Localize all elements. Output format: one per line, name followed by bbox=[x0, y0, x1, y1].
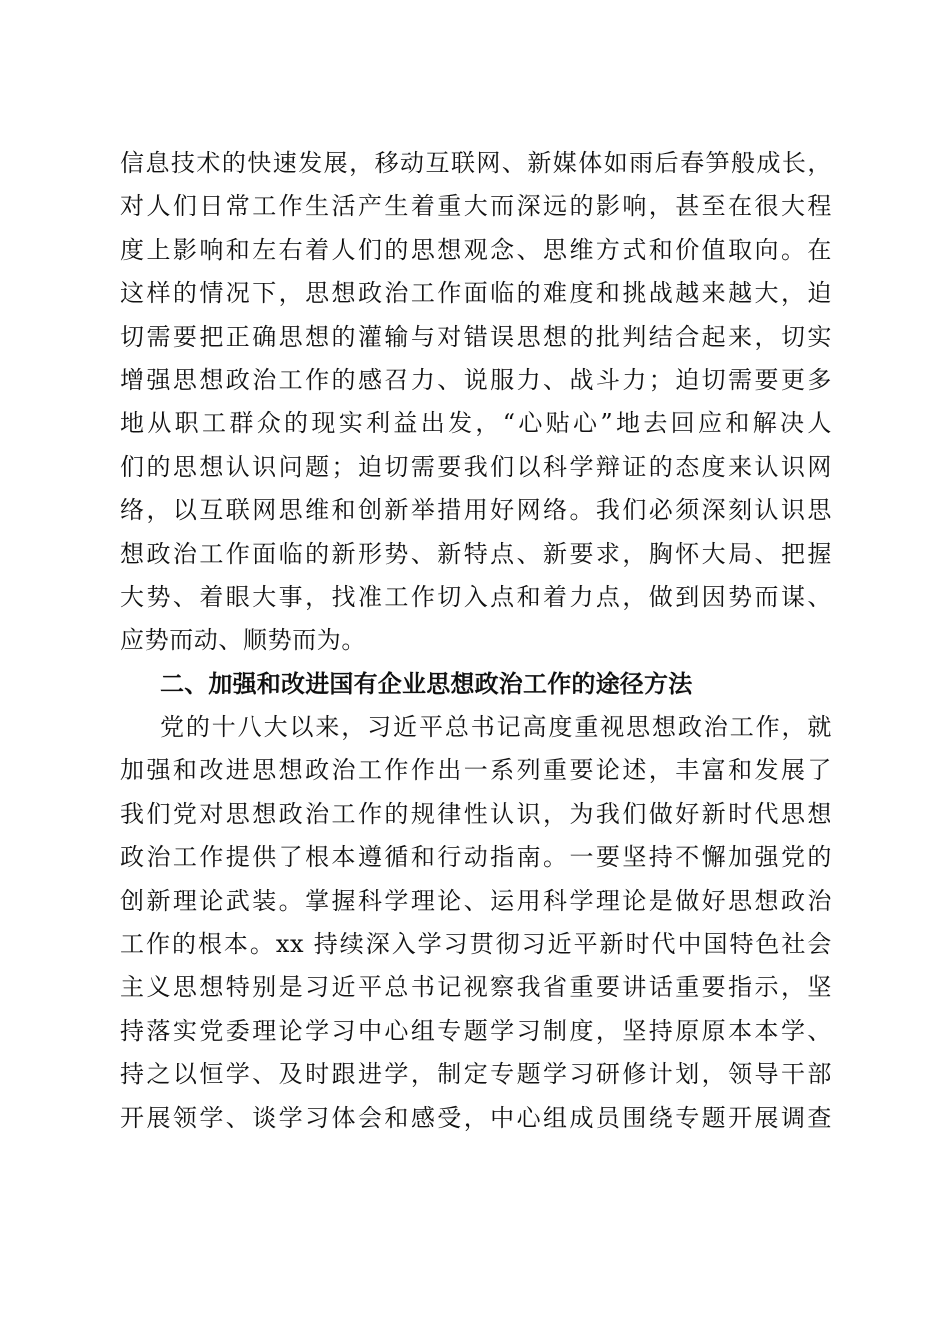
paragraph-line: 持之以恒学、及时跟进学，制定专题学习研修计划，领导干部 bbox=[120, 1060, 832, 1089]
paragraph-line: 开展领学、谈学习体会和感受，中心组成员围绕专题开展调查 bbox=[120, 1103, 832, 1132]
document-body bbox=[120, 142, 832, 1140]
paragraph-2 bbox=[120, 706, 832, 1140]
paragraph-line: 应势而动、顺势而为。 bbox=[120, 626, 366, 655]
paragraph-line: 加强和改进思想政治工作作出一系列重要论述，丰富和发展了 bbox=[120, 756, 832, 785]
paragraph-line: 们的思想认识问题；迫切需要我们以科学辩证的态度来认识网 bbox=[120, 452, 832, 481]
paragraph-line: 想政治工作面临的新形势、新特点、新要求，胸怀大局、把握 bbox=[120, 539, 832, 568]
paragraph-line: 党的十八大以来，习近平总书记高度重视思想政治工作，就 bbox=[160, 713, 832, 742]
paragraph-line: 度上影响和左右着人们的思想观念、思维方式和价值取向。在 bbox=[120, 235, 832, 264]
paragraph-line: 主义思想特别是习近平总书记视察我省重要讲话重要指示，坚 bbox=[120, 973, 832, 1002]
paragraph-line: 这样的情况下，思想政治工作面临的难度和挑战越来越大，迫 bbox=[120, 279, 832, 308]
paragraph-line: 我们党对思想政治工作的规律性认识，为我们做好新时代思想 bbox=[120, 799, 832, 828]
paragraph-line: 工作的根本。xx 持续深入学习贯彻习近平新时代中国特色社会 bbox=[120, 930, 832, 959]
paragraph-line: 切需要把正确思想的灌输与对错误思想的批判结合起来，切实 bbox=[120, 322, 832, 351]
paragraph-line: 持落实党委理论学习中心组专题学习制度，坚持原原本本学、 bbox=[120, 1016, 832, 1045]
section-heading: 二、加强和改进国有企业思想政治工作的途径方法 bbox=[160, 669, 693, 698]
paragraph-1 bbox=[120, 142, 832, 663]
paragraph-line: 创新理论武装。掌握科学理论、运用科学理论是做好思想政治 bbox=[120, 886, 832, 915]
paragraph-line: 大势、着眼大事，找准工作切入点和着力点，做到因势而谋、 bbox=[120, 582, 832, 611]
paragraph-line: 地从职工群众的现实利益出发，“心贴心”地去回应和解决人 bbox=[120, 409, 832, 438]
paragraph-line: 增强思想政治工作的感召力、说服力、战斗力；迫切需要更多 bbox=[120, 365, 832, 394]
paragraph-line: 信息技术的快速发展，移动互联网、新媒体如雨后春笋般成长， bbox=[120, 149, 832, 177]
paragraph-line: 政治工作提供了根本遵循和行动指南。一要坚持不懈加强党的 bbox=[120, 843, 832, 872]
paragraph-line: 对人们日常工作生活产生着重大而深远的影响，甚至在很大程 bbox=[120, 192, 832, 221]
paragraph-line: 络，以互联网思维和创新举措用好网络。我们必须深刻认识思 bbox=[120, 496, 832, 525]
